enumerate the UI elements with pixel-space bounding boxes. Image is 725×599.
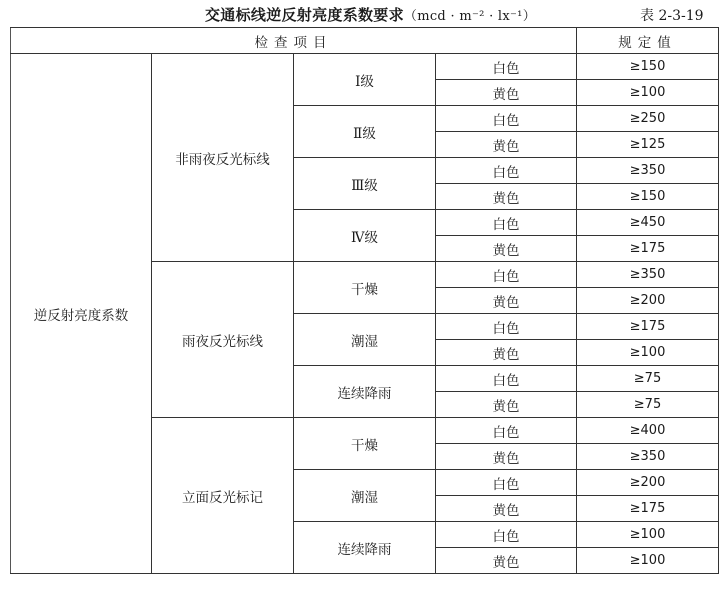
color-cell: 白色 [436, 418, 577, 444]
marking-type-cell: 立面反光标记 [152, 418, 294, 574]
condition-cell: Ⅳ级 [294, 210, 436, 262]
table-title-text: 交通标线逆反射亮度系数要求 [205, 6, 404, 24]
condition-cell: Ⅰ级 [294, 54, 436, 106]
color-cell: 黄色 [436, 132, 577, 158]
color-cell: 黄色 [436, 392, 577, 418]
table-caption [0, 0, 725, 26]
color-cell: 白色 [436, 470, 577, 496]
color-cell: 白色 [436, 262, 577, 288]
color-cell: 黄色 [436, 548, 577, 574]
table-number: 表 2-3-19 [640, 8, 704, 24]
color-cell: 白色 [436, 54, 577, 80]
value-cell: ≥200 [577, 288, 719, 314]
color-cell: 白色 [436, 314, 577, 340]
requirements-table [10, 27, 719, 574]
color-cell: 白色 [436, 106, 577, 132]
value-cell: ≥350 [577, 262, 719, 288]
table-header-row [11, 28, 719, 54]
color-cell: 黄色 [436, 340, 577, 366]
value-cell: ≥75 [577, 366, 719, 392]
table-body [11, 54, 719, 574]
table-unit: （mcd · m⁻² · lx⁻¹） [403, 9, 536, 24]
condition-cell: Ⅱ级 [294, 106, 436, 158]
marking-type-cell: 雨夜反光标线 [152, 262, 294, 418]
condition-cell: 干燥 [294, 262, 436, 314]
color-cell: 白色 [436, 522, 577, 548]
value-cell: ≥200 [577, 470, 719, 496]
color-cell: 黄色 [436, 288, 577, 314]
color-cell: 黄色 [436, 80, 577, 106]
value-cell: ≥125 [577, 132, 719, 158]
value-cell: ≥100 [577, 548, 719, 574]
condition-cell: 潮湿 [294, 470, 436, 522]
value-cell: ≥100 [577, 80, 719, 106]
color-cell: 黄色 [436, 496, 577, 522]
value-cell: ≥175 [577, 236, 719, 262]
value-cell: ≥150 [577, 54, 719, 80]
value-cell: ≥100 [577, 522, 719, 548]
color-cell: 黄色 [436, 444, 577, 470]
color-cell: 黄色 [436, 236, 577, 262]
header-required-value: 规定值 [577, 28, 719, 54]
color-cell: 白色 [436, 366, 577, 392]
value-cell: ≥250 [577, 106, 719, 132]
condition-cell: Ⅲ级 [294, 158, 436, 210]
value-cell: ≥150 [577, 184, 719, 210]
condition-cell: 干燥 [294, 418, 436, 470]
value-cell: ≥175 [577, 496, 719, 522]
color-cell: 黄色 [436, 184, 577, 210]
value-cell: ≥75 [577, 392, 719, 418]
value-cell: ≥350 [577, 444, 719, 470]
value-cell: ≥350 [577, 158, 719, 184]
value-cell: ≥100 [577, 340, 719, 366]
table-row [11, 54, 719, 80]
condition-cell: 潮湿 [294, 314, 436, 366]
category-cell: 逆反射亮度系数 [11, 54, 152, 574]
table-title [205, 4, 536, 25]
color-cell: 白色 [436, 158, 577, 184]
marking-type-cell: 非雨夜反光标线 [152, 54, 294, 262]
condition-cell: 连续降雨 [294, 522, 436, 574]
value-cell: ≥450 [577, 210, 719, 236]
value-cell: ≥400 [577, 418, 719, 444]
condition-cell: 连续降雨 [294, 366, 436, 418]
header-check-item: 检查项目 [11, 28, 577, 54]
color-cell: 白色 [436, 210, 577, 236]
value-cell: ≥175 [577, 314, 719, 340]
